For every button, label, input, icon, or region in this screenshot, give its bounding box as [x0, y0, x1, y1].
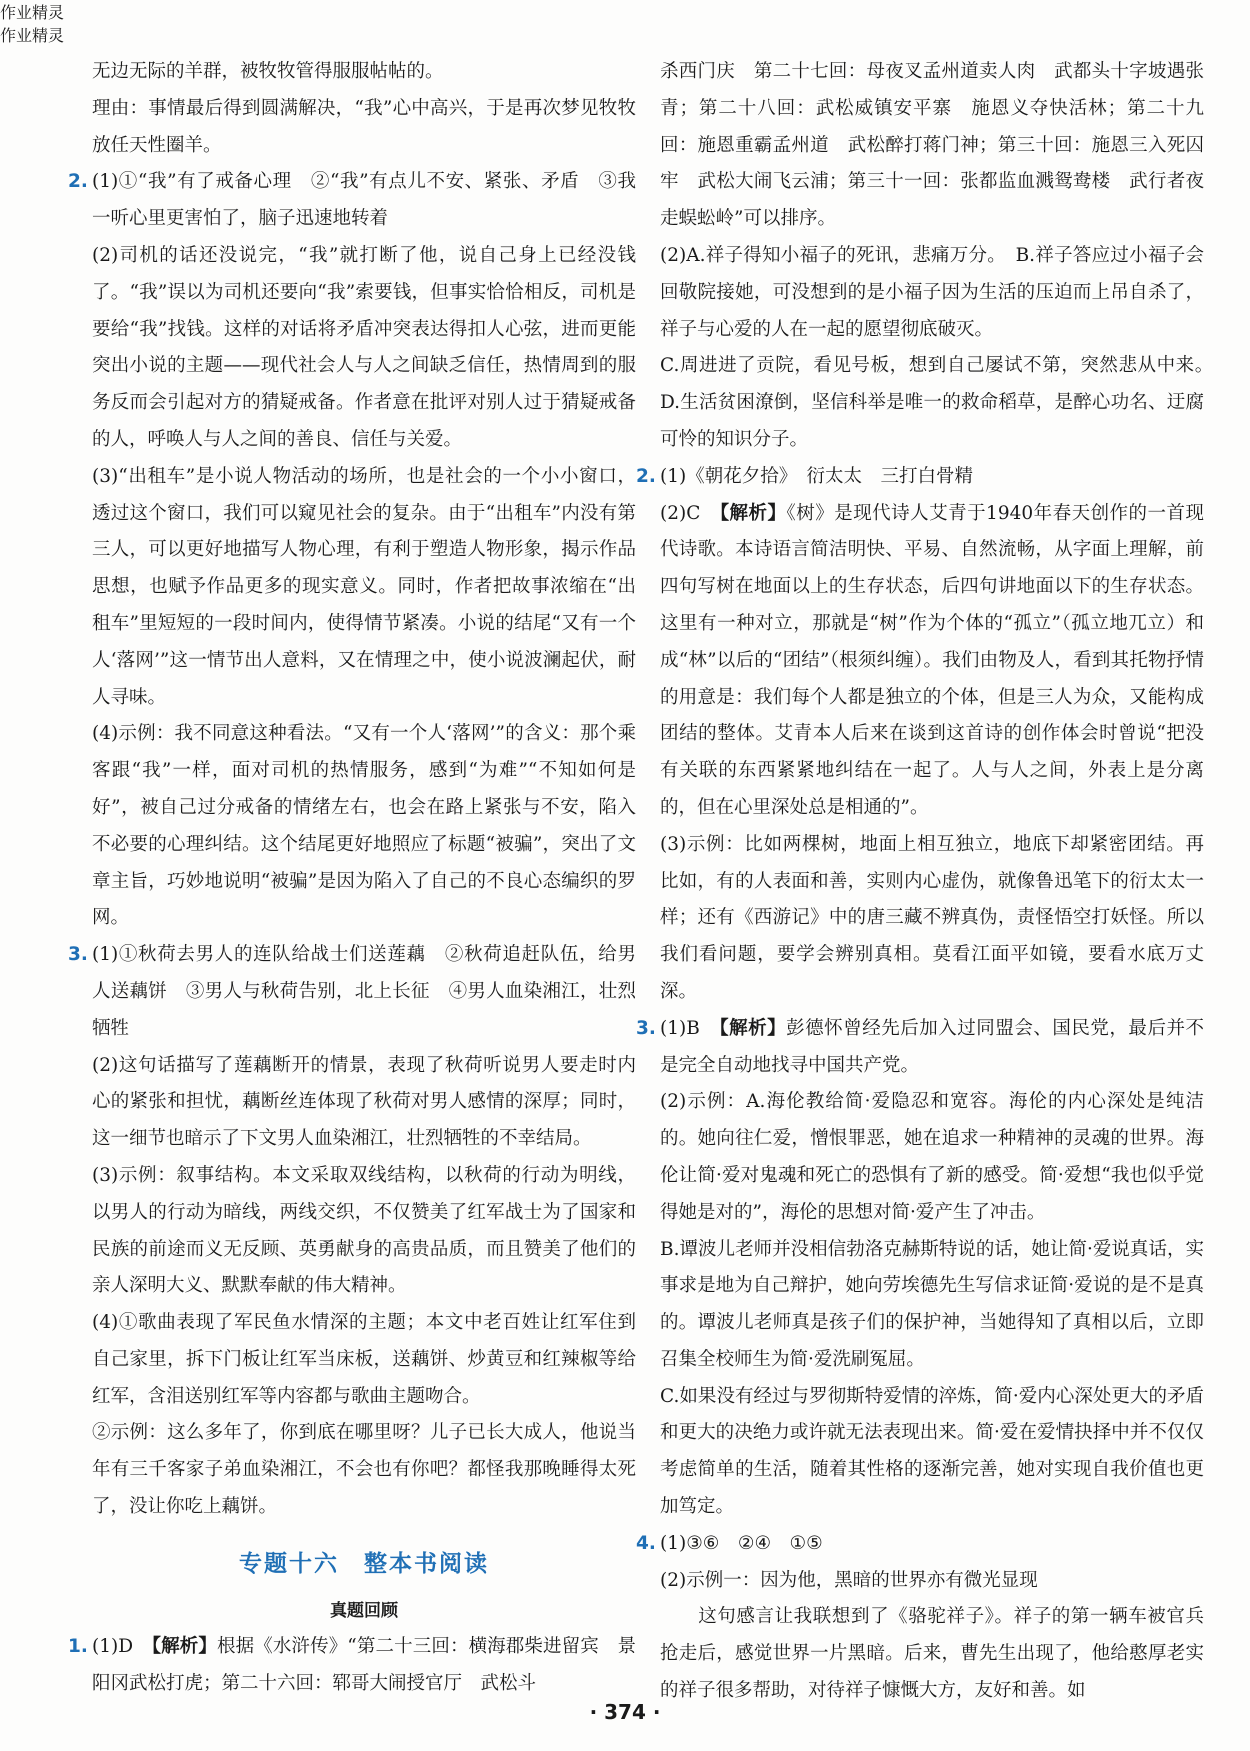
paragraph: 理由：事情最后得到圆满解决，“我”心中高兴，于是再次梦见牧牧放任天性圈羊。	[92, 97, 636, 156]
answer-text: (1)①秋荷去男人的连队给战士们送莲藕 ②秋荷追赶队伍，给男人送藕饼 ③男人与秋荷告别，北上长征 ④男人血染湘江，壮烈牺牲	[92, 944, 636, 1039]
page-number: · 374 ·	[589, 1700, 661, 1724]
question-number: 1.	[68, 1636, 88, 1658]
analysis-text: 《树》是现代诗人艾青于1940年春天创作的一首现代诗歌。本诗语言简洁明快、平易、自然流畅，从字面上理解，前四句写树在地面以上的生存状态，后四句讲地面以下的生存状态。这里有一种对立，那就是“树”作为个体的“孤立”（孤立地兀立）和成“林”以后的“团结”（根须纠缠）。我们由物及人，看到其托物抒情的用意是：我们每个人都是独立的个体，但是三人为众，又能构成团结的整体。艾青本人后来在谈到这首诗的创作体会时曾说“把没有关联的东西紧紧地纠结在一起了。人与人之间，外表上是分离的，但在心里深处总是相通的”。	[660, 502, 1204, 818]
analysis-text: 根据《水浒传》“第二十三回：横海郡柴进留宾 景阳冈武松打虎；第二十六回：郓哥大闹授官厅 武松斗	[92, 1636, 636, 1695]
question-number: 4.	[636, 1532, 656, 1554]
paragraph: 无边无际的羊群，被牧牧管得服服帖帖的。	[92, 61, 444, 82]
left-column	[68, 54, 636, 1703]
question-3-part-4b: ②示例：这么多年了，你到底在哪里呀？儿子已长大成人，他说当年有三千客家子弟血染湘江，不会也有你吧？都怪我那晚睡得太死了，没让你吃上藕饼。	[92, 1422, 636, 1518]
question-2-part-2	[660, 496, 1204, 827]
answer-text: (2)C	[660, 502, 720, 524]
question-2-part-1	[636, 459, 1204, 496]
analysis-tag: 【解析】	[719, 502, 787, 524]
analysis-tag: 【解析】	[719, 1017, 787, 1039]
question-3-part-2: (2)示例：A.海伦教给简·爱隐忍和宽容。海伦的内心深处是纯洁的。她向往仁爱，憎恨罪恶，她在追求一种精神的灵魂的世界。海伦让简·爱对鬼魂和死亡的恐惧有了新的感受。简·爱想“我也似乎觉得她是对的”，海伦的思想对简·爱产生了冲击。	[660, 1091, 1204, 1223]
question-4-part-2-body: 这句感言让我联想到了《骆驼祥子》。祥子的第一辆车被官兵抢走后，感觉世界一片黑暗。后来，曹先生出现了，他给憨厚老实的祥子很多帮助，对待祥子慷慨大方，友好和善。如	[660, 1606, 1204, 1702]
question-3-part-2c: C.如果没有经过与罗彻斯特爱情的淬炼，简·爱内心深处更大的矛盾和更大的决绝力或许就无法表现出来。简·爱在爱情抉择中并不仅仅考虑简单的生活，随着其性格的逐渐完善，她对实现自我价值也更加笃定。	[660, 1385, 1204, 1518]
answer-text: (1)《朝花夕拾》 衍太太 三打白骨精	[660, 465, 973, 487]
answer-text: (1)③⑥ ②④ ①⑤	[660, 1532, 823, 1554]
sub-title: 真题回顾	[330, 1600, 398, 1621]
question-3-part-1	[68, 937, 636, 1047]
question-3-part-1	[636, 1011, 1204, 1085]
answer-text: (1)B	[660, 1017, 720, 1039]
paragraph: 杀西门庆 第二十七回：母夜叉孟州道卖人肉 武都头十字坡遇张青；第二十八回：武松威镇安平寨 施恩义夺快活林；第二十九回：施恩重霸孟州道 武松醉打蒋门神；第三十回：施恩三入死囚牢 武松大闹飞云浦；第三十一回：张都监血溅鸳鸯楼 武行者夜走蜈蚣岭”可以排序。	[660, 61, 1204, 230]
question-2-part-4: (4)示例：我不同意这种看法。“又有一个人‘落网’”的含义：那个乘客跟“我”一样，面对司机的热情服务，感到“为难”“不知如何是好”，被自己过分戒备的情绪左右，也会在路上紧张与不安，陷入不必要的心理纠结。这个结尾更好地照应了标题“被骗”，突出了文章主旨，巧妙地说明“被骗”是因为陷入了自己的不良心态编织的罗网。	[92, 723, 636, 929]
question-number: 3.	[68, 944, 88, 966]
answer-text: (1)①“我”有了戒备心理 ②“我”有点儿不安、紧张、矛盾 ③我一听心里更害怕了，脑子迅速地转着	[92, 171, 636, 230]
question-2-part-2: (2)司机的话还没说完，“我”就打断了他，说自己身上已经没钱了。“我”误以为司机还要向“我”索要钱，但事实恰恰相反，司机是要给“我”找钱。这样的对话将矛盾冲突表达得扣人心弦，进而更能突出小说的主题——现代社会人与人之间缺乏信任，热情周到的服务反而会引起对方的猜疑戒备。作者意在批评对别人过于猜疑戒备的人，呼唤人与人之间的善良、信任与关爱。	[92, 244, 636, 450]
watermark: 作业精灵	[0, 26, 65, 45]
question-4-part-1	[636, 1526, 1204, 1563]
analysis-text: 彭德怀曾经先后加入过同盟会、国民党，最后并不是完全自动地找寻中国共产党。	[660, 1017, 1204, 1076]
question-3-part-2: (2)这句话描写了莲藕断开的情景，表现了秋荷听说男人要走时内心的紧张和担忧，藕断丝连体现了秋荷对男人感情的深厚；同时，这一细节也暗示了下文男人血染湘江，壮烈牺牲的不幸结局。	[92, 1054, 636, 1150]
question-3-part-3: (3)示例：叙事结构。本文采取双线结构，以秋荷的行动为明线，以男人的行动为暗线，两线交织，不仅赞美了红军战士为了国家和民族的前途而义无反顾、英勇献身的高贵品质，而且赞美了他们的亲人深明大义、默默奉献的伟大精神。	[92, 1164, 636, 1297]
question-2-part-3: (3)“出租车”是小说人物活动的场所，也是社会的一个小小窗口，透过这个窗口，我们可以窥见社会的复杂。由于“出租车”内没有第三人，可以更好地描写人物心理，有利于塑造人物形象，揭示作品思想，也赋予作品更多的现实意义。同时，作者把故事浓缩在“出租车”里短短的一段时间内，使得情节紧凑。小说的结尾“又有一个人‘落网’”这一情节出人意料，又在情理之中，使小说波澜起伏，耐人寻味。	[92, 465, 636, 708]
paragraph: C.周进进了贡院，看见号板，想到自己屡试不第，突然悲从中来。 D.生活贫困潦倒，坚信科举是唯一的救命稻草，是醉心功名、迂腐可怜的知识分子。	[660, 355, 1223, 450]
question-3-part-2b: B.谭波儿老师并没相信勃洛克赫斯特说的话，她让简·爱说真话，实事求是地为自己辩护，她向劳埃德先生写信求证简·爱说的是不是真的。谭波儿老师真是孩子们的保护神，当她得知了真相以后，立即召集全校师生为简·爱洗刷冤屈。	[660, 1238, 1204, 1370]
answer-text: (1)D	[92, 1636, 152, 1658]
paragraph: (2)A.祥子得知小福子的死讯，悲痛万分。 B.祥子答应过小福子会回敬院接她，可没想到的是小福子因为生活的压迫而上吊自杀了，祥子与心爱的人在一起的愿望彻底破灭。	[660, 244, 1204, 340]
question-2-part-3: (3)示例：比如两棵树，地面上相互独立，地底下却紧密团结。再比如，有的人表面和善，实则内心虚伪，就像鲁迅笔下的衍太太一样；还有《西游记》中的唐三藏不辨真伪，责怪悟空打妖怪。所以我们看问题，要学会辨别真相。莫看江面平如镜，要看水底万丈深。	[660, 833, 1204, 1002]
question-2-part-1	[68, 164, 636, 238]
question-number: 3.	[636, 1017, 656, 1039]
watermark: 作业精灵	[0, 3, 65, 22]
question-1-part-1	[68, 1629, 636, 1703]
question-4-part-2: (2)示例一：因为他，黑暗的世界亦有微光显现	[660, 1569, 1038, 1591]
question-3-part-4: (4)①歌曲表现了军民鱼水情深的主题；本文中老百姓让红军住到自己家里，拆下门板让红军当床板，送藕饼、炒黄豆和红辣椒等给红军，含泪送别红军等内容都与歌曲主题吻合。	[92, 1312, 636, 1407]
question-number: 2.	[68, 171, 88, 193]
analysis-tag: 【解析】	[151, 1636, 217, 1658]
right-column	[636, 54, 1223, 1710]
question-number: 2.	[636, 465, 656, 487]
section-title: 专题十六 整本书阅读	[239, 1550, 489, 1577]
